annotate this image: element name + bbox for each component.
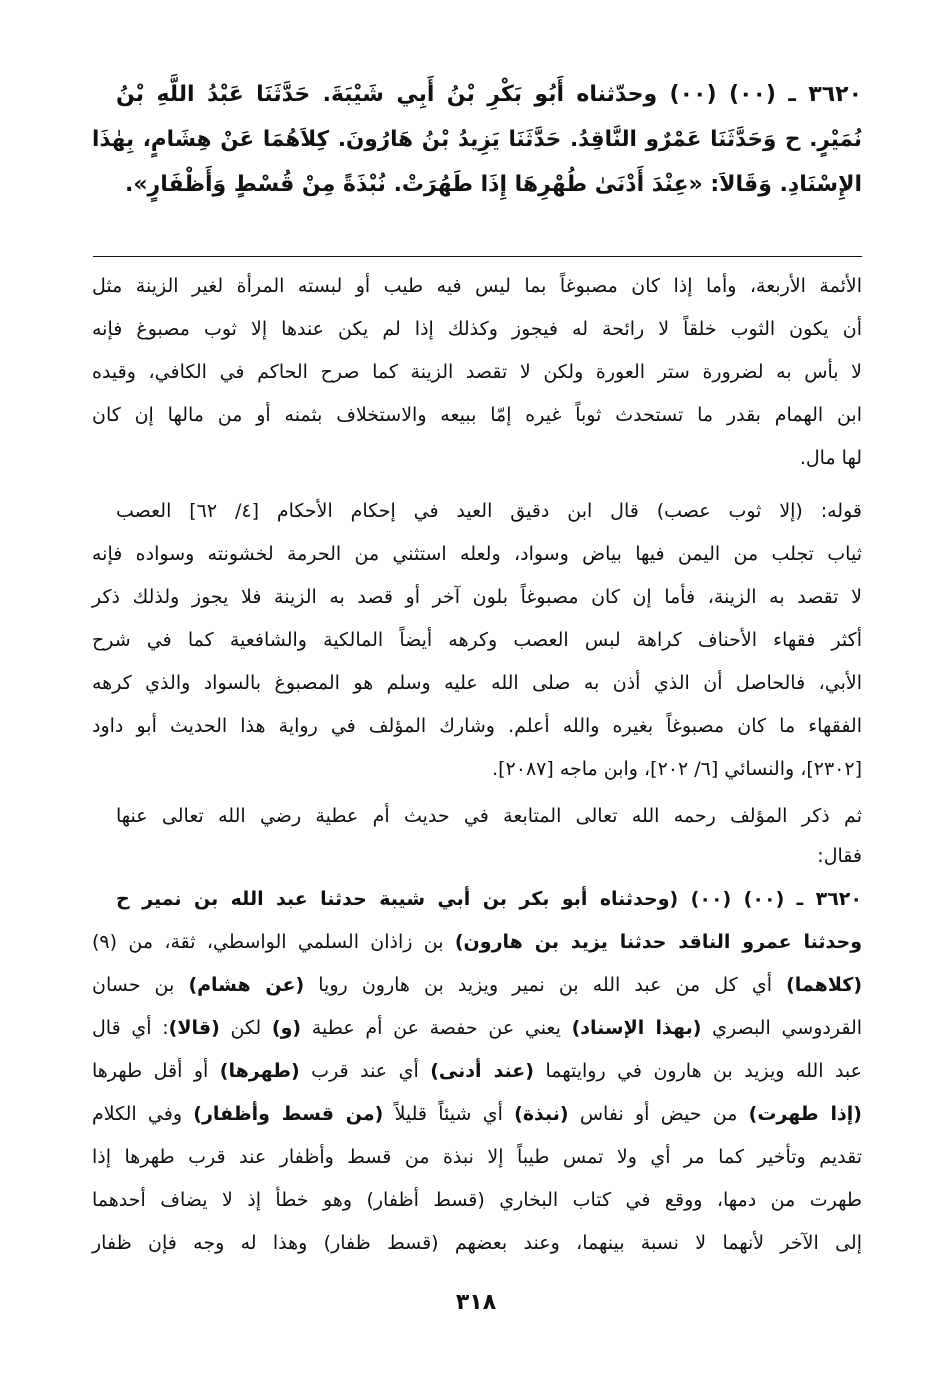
text-line <box>116 500 862 523</box>
text-segment: نُمَيْرٍ. ح وَحَدَّثَنَا عَمْرٌو النَّاقِدُ. حَدَّثَنَا يَزِيدُ بْنُ هَارُونَ. كِلاَهُمَا عَنْ هِشَامٍ، بِهٰذَا <box>92 127 862 152</box>
text-segment: ٣٦٢٠ ـ (٠٠) (٠٠) وحدّثناه أَبُو بَكْرِ بْنُ أَبِي شَيْبَةَ. حَدَّثَنَا عَبْدُ اللَّهِ بْنُ <box>116 82 862 107</box>
text-line <box>92 447 862 470</box>
text-line <box>92 931 862 954</box>
text-segment: ثياب تجلب من اليمن فيها بياض وسواد، ولعله استثني من الحرمة لخشونته وسواده فإنه <box>92 543 862 565</box>
text-line <box>92 629 862 652</box>
text-line <box>92 1146 862 1169</box>
bold-text-segment: (عند أدنى) <box>430 1060 534 1082</box>
text-segment: القردوسي البصري <box>701 1017 863 1039</box>
text-line <box>92 672 862 695</box>
text-line <box>92 586 862 609</box>
text-segment: : أي قال <box>92 1017 169 1039</box>
bold-text-segment: (كلاهما) <box>786 974 863 996</box>
text-segment: ثم ذكر المؤلف رحمه الله تعالى المتابعة في حديث أم عطية رضي الله تعالى عنها <box>116 805 862 827</box>
text-line <box>92 275 862 298</box>
bold-text-segment: ٣٦٢٠ ـ (٠٠) (٠٠) (وحدثناه أبو بكر بن أبي شيبة حدثنا عبد الله بن نمير ح <box>116 888 862 910</box>
separator-rule <box>93 256 862 257</box>
bold-text-segment: (إذا طهرت) <box>748 1103 862 1125</box>
text-segment: ابن الهمام بقدر ما تستحدث ثوباً غيره إمّا ببيعه والاستخلاف بثمنه أو من مالها إن كان <box>92 404 862 426</box>
text-segment: عبد الله ويزيد بن هارون في روايتهما <box>533 1060 863 1082</box>
text-line <box>116 888 862 911</box>
text-segment: أي عند قرب <box>299 1060 431 1082</box>
text-line <box>92 404 862 427</box>
text-segment: أكثر فقهاء الأحناف كراهة لبس العصب وكرهه أيضاً المالكية والشافعية كما في شرح <box>92 629 862 651</box>
text-segment: الإِسْنَادِ. وَقَالاَ: «عِنْدَ أَدْنَىٰ طُهْرِهَا إِذَا طَهُرَتْ. نُبْذَةً مِنْ قُسْطٍ وَأَظْفَارٍ». <box>124 172 862 197</box>
hadith-line <box>116 82 862 108</box>
text-segment: لا تقصد به الزينة، فأما إن كان مصبوغاً بلون آخر أو قصد به الزينة فلا يجوز ولذلك ذكر <box>92 586 862 608</box>
text-segment: أي كل من عبد الله بن نمير ويزيد بن هارون رويا <box>304 974 787 996</box>
page-number: ٣١٨ <box>455 1290 497 1315</box>
text-segment: بن حسان <box>92 974 189 996</box>
text-segment: وفي الكلام <box>92 1103 194 1125</box>
text-line <box>92 715 862 738</box>
text-line <box>92 1189 862 1212</box>
text-segment: يعني عن حفصة عن أم عطية <box>301 1017 572 1039</box>
text-line <box>92 1017 862 1040</box>
text-segment: قوله: (إلا ثوب عصب) قال ابن دقيق العيد في إحكام الأحكام [٤/ ٦٢] العصب <box>116 500 862 522</box>
text-segment: أو أقل طهرها <box>92 1060 220 1082</box>
text-line <box>92 845 862 868</box>
text-segment: [٢٣٠٢]، والنسائي [٦/ ٢٠٢]، وابن ماجه [٢٠٨٧]. <box>492 758 862 780</box>
text-line <box>92 318 862 341</box>
hadith-line <box>92 172 862 198</box>
text-segment: أن يكون الثوب خلقاً لا رائحة له فيجوز وكذلك إذا لم يكن عندها إلا ثوب مصبوغ فإنه <box>92 318 862 340</box>
text-line <box>92 361 862 384</box>
text-segment: لها مال. <box>799 447 862 469</box>
text-segment: فقال: <box>817 845 862 867</box>
hadith-line <box>92 127 862 153</box>
bold-text-segment: (بهذا الإسناد) <box>571 1017 702 1039</box>
text-segment: لا بأس به لضرورة ستر العورة ولكن لا تقصد الزينة كما صرح الحاكم في الكافي، وقيده <box>92 361 862 383</box>
bold-text-segment: (قالا) <box>168 1017 220 1039</box>
text-segment: طهرت من دمها، ووقع في كتاب البخاري (قسط أظفار) وهو خطأ إذ لا يضاف أحدهما <box>92 1189 862 1211</box>
text-segment: إلى الآخر لأنهما لا نسبة بينهما، وعند بعضهم (قسط ظفار) وهذا له وجه فإن ظفار <box>92 1232 862 1254</box>
text-segment: أي شيئاً قليلاً <box>383 1103 515 1125</box>
text-line <box>92 1103 862 1126</box>
text-segment: من حيض أو نفاس <box>568 1103 749 1125</box>
text-segment: الأئمة الأربعة، وأما إذا كان مصبوغاً بما ليس فيه طيب أو لبسته المرأة لغير الزينة مثل <box>92 275 862 297</box>
text-line <box>92 758 862 781</box>
bold-text-segment: (من قسط وأظفار) <box>193 1103 384 1125</box>
text-segment: لكن <box>219 1017 272 1039</box>
bold-text-segment: (نبذة) <box>514 1103 569 1125</box>
text-segment: الفقهاء ما كان مصبوغاً بغيره والله أعلم. وشارك المؤلف في رواية هذا الحديث أبو داود <box>92 715 862 737</box>
text-segment: بن زاذان السلمي الواسطي، ثقة، من (٩) <box>92 931 455 953</box>
bold-text-segment: (طهرها) <box>219 1060 300 1082</box>
text-line <box>92 974 862 997</box>
text-line <box>92 1232 862 1255</box>
text-line <box>116 805 862 828</box>
text-segment: الأبي، فالحاصل أن الذي أذن به صلى الله عليه وسلم هو المصبوغ بالسواد والذي كرهه <box>92 672 862 694</box>
bold-text-segment: (و) <box>271 1017 302 1039</box>
text-line <box>92 543 862 566</box>
bold-text-segment: وحدثنا عمرو الناقد حدثنا يزيد بن هارون) <box>454 931 863 953</box>
text-segment: تقديم وتأخير كما مر أي ولا تمس طيباً إلا نبذة من قسط وأظفار عند قرب طهرها إذا <box>92 1146 862 1168</box>
text-line <box>92 1060 862 1083</box>
bold-text-segment: (عن هشام) <box>188 974 305 996</box>
